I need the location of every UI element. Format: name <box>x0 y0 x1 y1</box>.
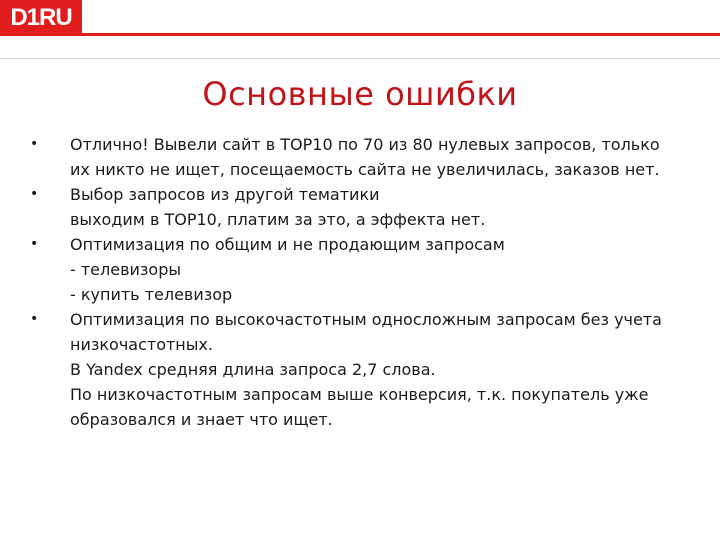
bullet-item-2 <box>30 182 690 232</box>
logo-text: D1RU <box>10 4 72 31</box>
bullet-list <box>30 132 690 432</box>
bullet-line: их никто не ищет, посещаемость сайта не увеличилась, заказов нет. <box>70 160 660 179</box>
bullet-icon: • <box>30 311 39 327</box>
bullet-icon: • <box>30 136 39 152</box>
header-divider <box>0 58 720 59</box>
bullet-line: образовался и знает что ищет. <box>70 410 333 429</box>
bullet-line: низкочастотных. <box>70 335 213 354</box>
bullet-line: Отлично! Вывели сайт в TOP10 по 70 из 80 нулевых запросов, только <box>70 135 660 154</box>
bullet-line: Выбор запросов из другой тематики <box>70 185 380 204</box>
slide-title: Основные ошибки <box>202 75 518 113</box>
bullet-item-1 <box>30 132 690 182</box>
bullet-icon: • <box>30 186 39 202</box>
header-accent-line <box>82 33 720 36</box>
bullet-item-3 <box>30 232 690 307</box>
bullet-item-4 <box>30 307 690 432</box>
bullet-line: По низкочастотным запросам выше конверсия, т.к. покупатель уже <box>70 385 649 404</box>
bullet-line: - купить телевизор <box>70 285 233 304</box>
bullet-line: - телевизоры <box>70 260 182 279</box>
logo <box>0 0 82 36</box>
bullet-icon: • <box>30 236 39 252</box>
bullet-line: Оптимизация по общим и не продающим запросам <box>70 235 505 254</box>
bullet-line: выходим в TOP10, платим за это, а эффекта нет. <box>70 210 486 229</box>
bullet-line: Оптимизация по высокочастотным односложным запросам без учета <box>70 310 662 329</box>
bullet-line: В Yandex средняя длина запроса 2,7 слова. <box>70 360 436 379</box>
